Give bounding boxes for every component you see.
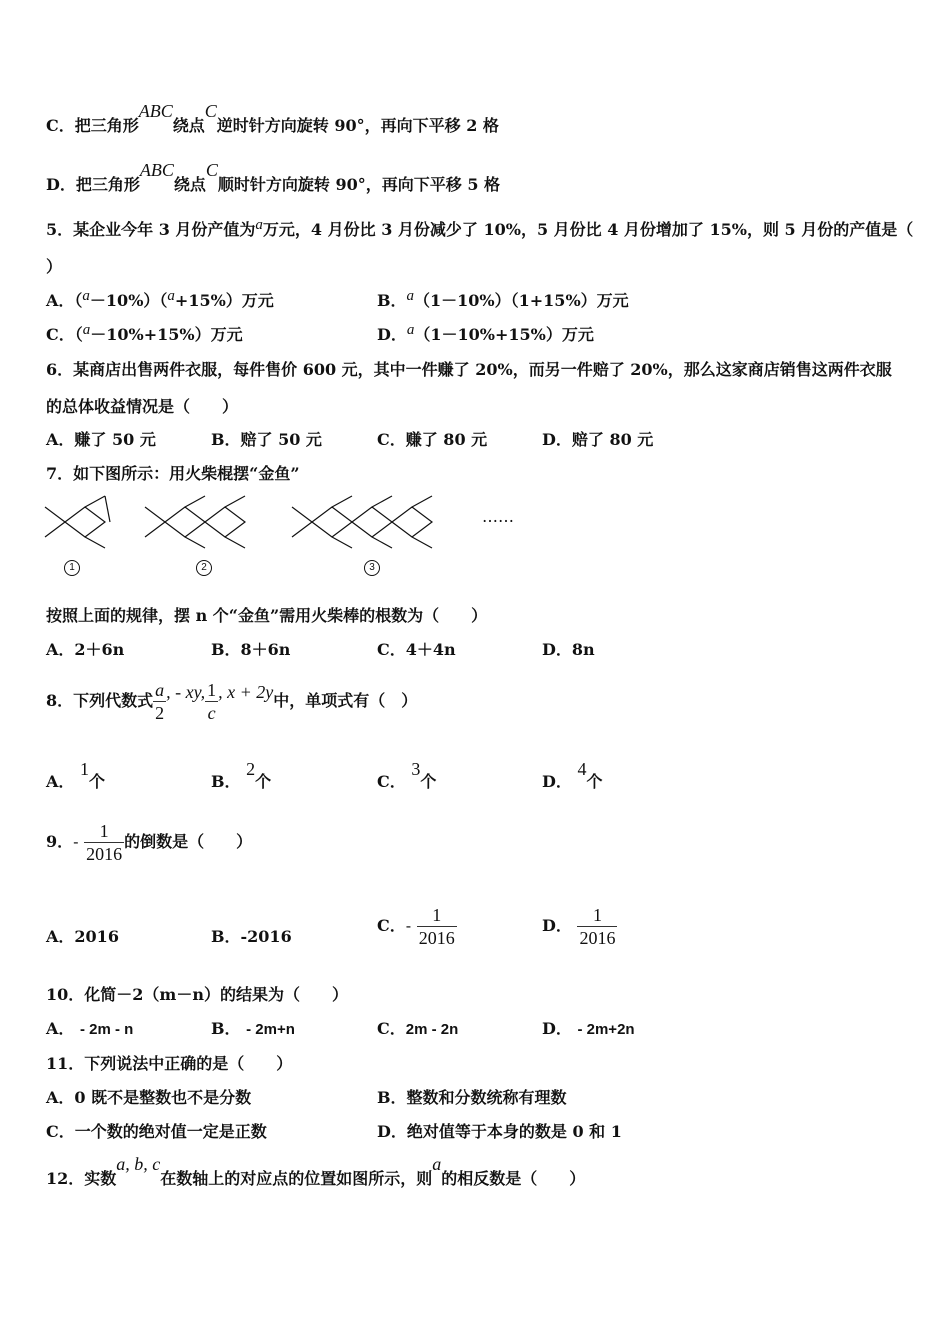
q9-option-c[interactable]: C．- $\frac{1}{2016}$ <box>377 905 455 948</box>
q9-fraction: $\frac{1}{2016}$ <box>86 821 123 864</box>
figure-label-2: 2 <box>196 560 212 576</box>
q5-option-b[interactable]: B．a（1－10%）（1+15%）万元 <box>377 288 629 310</box>
q5-stem-end: ） <box>46 257 63 276</box>
q7-option-a[interactable]: A．2＋6n <box>46 640 125 659</box>
q6-option-b[interactable]: B．赔了 50 元 <box>211 430 322 449</box>
matchstick-goldfish-figure <box>40 492 520 552</box>
q7-question: 按照上面的规律，摆 n 个“金鱼”需用火柴棒的根数为（ ） <box>46 606 488 625</box>
q7-stem: 7．如下图所示：用火柴棍摆“金鱼” <box>46 464 300 483</box>
q7-option-b[interactable]: B．8＋6n <box>211 640 291 659</box>
q11-stem: 11．下列说法中正确的是（ ） <box>46 1054 293 1073</box>
q6-option-d[interactable]: D．赔了 80 元 <box>542 430 654 449</box>
q5-option-d[interactable]: D．a（1－10%+15%）万元 <box>377 322 594 344</box>
goldfish-3 <box>292 496 432 548</box>
figure-label-3: 3 <box>364 560 380 576</box>
q8-fraction-1-over-c: $\frac{1}{c}$ <box>207 680 217 723</box>
q6-option-c[interactable]: C．赚了 80 元 <box>377 430 488 449</box>
q4-option-c[interactable]: C．把三角形ABC绕点C逆时针方向旋转 90°，再向下平移 2 格 <box>46 101 499 135</box>
q9-stem: 9．- $\frac{1}{2016}$ 的倒数是（ ） <box>46 821 253 864</box>
q8-option-d[interactable]: D． 4个 <box>542 759 603 791</box>
q4-option-d[interactable]: D．把三角形ABC绕点C顺时针方向旋转 90°，再向下平移 5 格 <box>46 160 501 194</box>
q6-stem-2: 的总体收益情况是（ ） <box>46 397 239 416</box>
q8-fraction-a-over-2: $\frac{a}{2}$ <box>155 680 165 723</box>
q10-option-d[interactable]: D． - 2m+2n <box>542 1019 635 1038</box>
q8-option-c[interactable]: C． 3个 <box>377 759 437 791</box>
q10-option-b[interactable]: B． - 2m+n <box>211 1019 295 1038</box>
q5-stem: 5．某企业今年 3 月份产值为a万元，4 月份比 3 月份减少了 10%，5 月份比 4 月份增加了 15%，则 5 月份的产值是（ <box>46 217 914 239</box>
q11-option-c[interactable]: C．一个数的绝对值一定是正数 <box>46 1122 267 1141</box>
goldfish-2 <box>145 496 245 548</box>
q10-option-c[interactable]: C．2m - 2n <box>377 1019 459 1038</box>
q9-option-d[interactable]: D． $\frac{1}{2016}$ <box>542 905 616 948</box>
q5-option-c[interactable]: C．（a－10%+15%）万元 <box>46 322 243 344</box>
q7-option-c[interactable]: C．4＋4n <box>377 640 456 659</box>
q9-option-b[interactable]: B．-2016 <box>211 927 292 946</box>
q8-option-a[interactable]: A． 1个 <box>46 759 106 791</box>
q12-stem: 12．实数a, b, c在数轴上的对应点的位置如图所示，则a的相反数是（ ） <box>46 1154 586 1188</box>
q10-option-a[interactable]: A． - 2m - n <box>46 1019 134 1038</box>
q11-option-a[interactable]: A．0 既不是整数也不是分数 <box>46 1088 252 1107</box>
q5-option-a[interactable]: A．（a－10%）（a+15%）万元 <box>46 288 274 310</box>
q8-stem: 8．下列代数式 $\frac{a}{2}$ , - xy, $\frac{1}{c}$ , x + 2y中，单项式有（ ） <box>46 680 418 723</box>
q7-option-d[interactable]: D．8n <box>542 640 595 659</box>
q6-stem: 6．某商店出售两件衣服，每件售价 600 元，其中一件赚了 20%，而另一件赔了 20%，那么这家商店销售这两件衣服 <box>46 360 892 379</box>
q7-ellipsis: …… <box>482 507 514 526</box>
q11-option-d[interactable]: D．绝对值等于本身的数是 0 和 1 <box>377 1122 622 1141</box>
q10-stem: 10．化简－2（m－n）的结果为（ ） <box>46 985 348 1004</box>
q11-option-b[interactable]: B．整数和分数统称有理数 <box>377 1088 567 1107</box>
q9-option-a[interactable]: A．2016 <box>46 927 119 946</box>
q8-option-b[interactable]: B． 2个 <box>211 759 272 791</box>
figure-label-1: 1 <box>64 560 80 576</box>
goldfish-1 <box>45 496 110 548</box>
q6-option-a[interactable]: A．赚了 50 元 <box>46 430 156 449</box>
